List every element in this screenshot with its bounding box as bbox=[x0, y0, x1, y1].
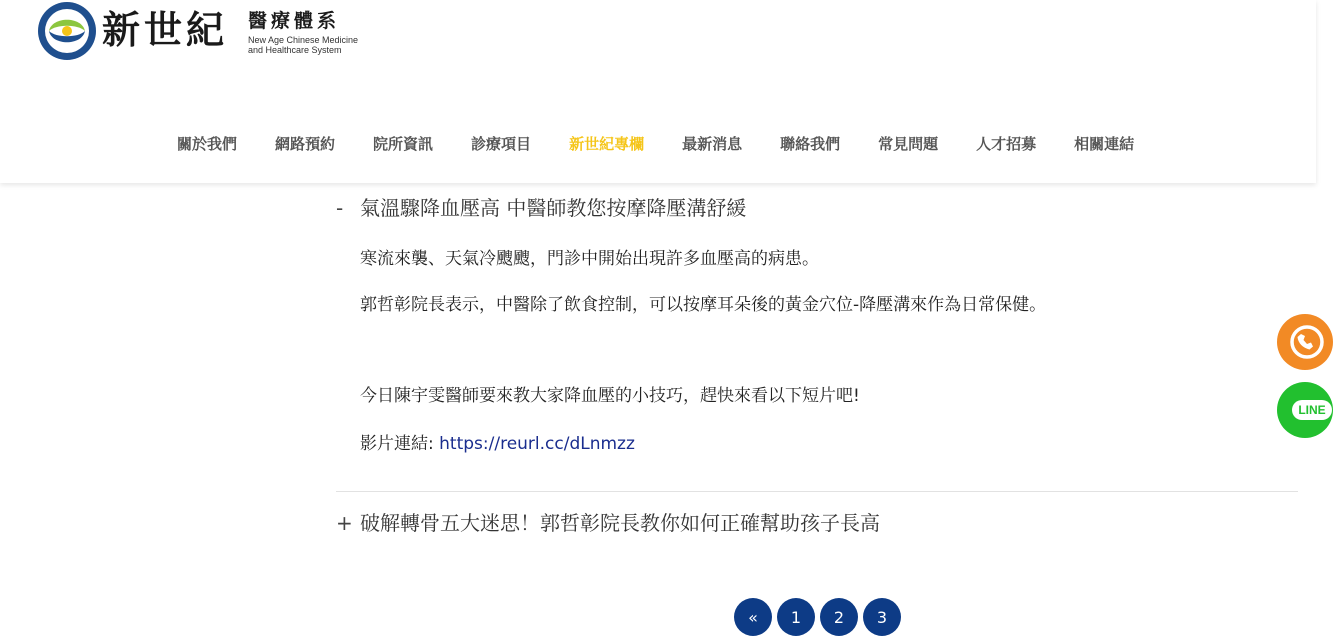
pagination-prev-button[interactable]: « bbox=[734, 598, 772, 636]
article-list bbox=[336, 183, 1298, 643]
nav-item-clinic-info[interactable]: 院所資訊 bbox=[373, 135, 434, 153]
article-paragraph: 今日陳宇雯醫師要來教大家降血壓的小技巧，趕快來看以下短片吧! bbox=[360, 386, 860, 406]
article-paragraph: 寒流來襲、天氣冷颼颼，門診中開始出現許多血壓高的病患。 bbox=[360, 249, 819, 269]
article-title-text: 氣溫驟降血壓高 中醫師教您按摩降壓溝舒緩 bbox=[360, 196, 747, 220]
expand-icon: + bbox=[336, 511, 353, 535]
pagination-page-1[interactable]: 1 bbox=[777, 598, 815, 636]
nav-item-about[interactable]: 關於我們 bbox=[177, 135, 238, 153]
nav-item-faq[interactable]: 常見問題 bbox=[878, 135, 939, 153]
site-header bbox=[0, 0, 1316, 183]
pagination-page-2[interactable]: 2 bbox=[820, 598, 858, 636]
nav-item-online-booking[interactable]: 網路預約 bbox=[275, 135, 336, 153]
article-title-collapsed[interactable] bbox=[336, 508, 880, 538]
nav-item-related-links[interactable]: 相關連結 bbox=[1074, 135, 1135, 153]
brand-logo[interactable] bbox=[38, 2, 368, 62]
article-title-text: 破解轉骨五大迷思！郭哲彰院長教你如何正確幫助孩子長高 bbox=[360, 511, 880, 535]
nav-item-treatments[interactable]: 診療項目 bbox=[471, 135, 532, 153]
phone-icon bbox=[1277, 314, 1333, 370]
nav-item-column[interactable]: 新世紀專欄 bbox=[569, 135, 645, 153]
video-link-label: 影片連結: bbox=[360, 434, 440, 454]
pagination bbox=[734, 598, 906, 636]
brand-english-line-1: New Age Chinese Medicine bbox=[248, 35, 359, 45]
video-link-line bbox=[360, 431, 635, 457]
divider bbox=[336, 491, 1298, 492]
article-paragraph: 郭哲彰院長表示，中醫除了飲食控制，可以按摩耳朵後的黃金穴位-降壓溝來作為日常保健。 bbox=[360, 295, 1047, 315]
brand-system: 醫療體系 bbox=[248, 10, 341, 32]
line-chat-button[interactable] bbox=[1277, 382, 1333, 438]
phone-call-button[interactable] bbox=[1277, 314, 1333, 370]
brand-name: 新世紀 bbox=[102, 7, 229, 52]
nav-item-news[interactable]: 最新消息 bbox=[682, 135, 743, 153]
logo-emblem-icon bbox=[38, 2, 96, 60]
nav-item-careers[interactable]: 人才招募 bbox=[976, 135, 1037, 153]
article-title-expanded[interactable] bbox=[336, 193, 746, 223]
brand-english-line-2: and Healthcare System bbox=[248, 45, 342, 55]
line-icon: LINE bbox=[1292, 400, 1331, 420]
pagination-page-3[interactable]: 3 bbox=[863, 598, 901, 636]
main-nav bbox=[158, 128, 1153, 160]
nav-item-contact[interactable]: 聯絡我們 bbox=[780, 135, 841, 153]
video-link[interactable]: https://reurl.cc/dLnmzz bbox=[439, 434, 635, 454]
collapse-icon: - bbox=[336, 196, 344, 220]
